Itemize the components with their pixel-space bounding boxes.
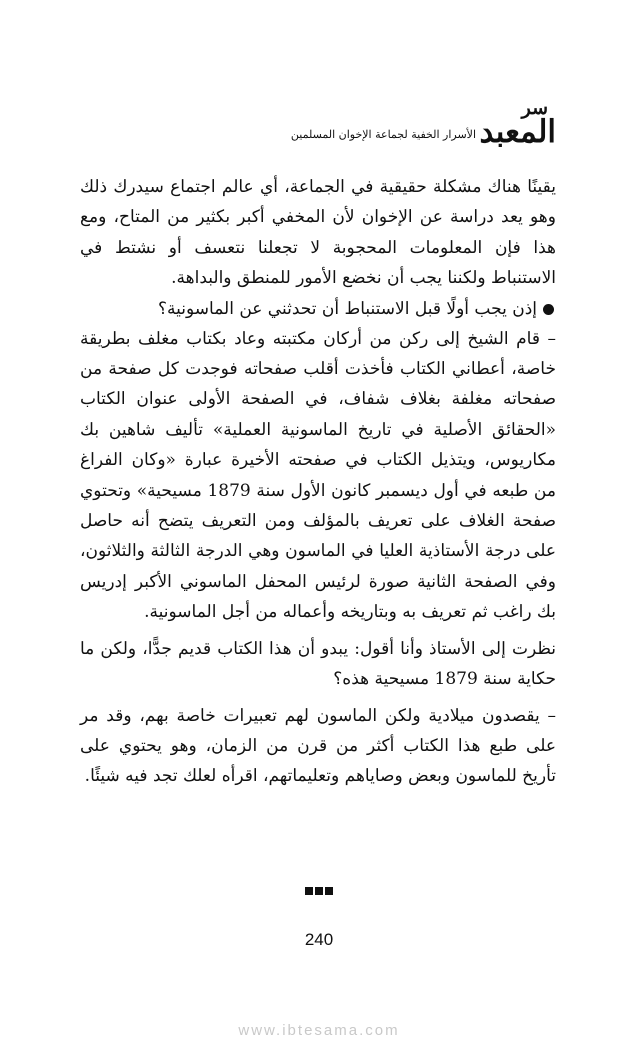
watermark-link[interactable]: www.ibtesama.com: [238, 1022, 400, 1039]
page-number: 240: [304, 930, 334, 949]
book-logo: [479, 97, 556, 152]
bullet-text: إذن يجب أولًا قبل الاستنباط أن تحدثني عن الماسونية؟: [157, 298, 537, 319]
page-body: [80, 172, 556, 792]
separator-square-icon: [315, 887, 323, 895]
separator-square-icon: [305, 887, 313, 895]
section-separator: [0, 880, 638, 894]
paragraph-3: نظرت إلى الأستاذ وأنا أقول: يبدو أن هذا الكتاب قديم جدًّا، ولكن ما حكاية سنة 1879 مسيحية هذه؟: [80, 638, 556, 690]
logo-top-word: سر: [521, 97, 548, 119]
separator-square-icon: [325, 887, 333, 895]
logo-main-word: المعبد: [479, 114, 556, 150]
bullet-question: [80, 294, 556, 324]
book-subtitle: الأسرار الخفية لجماعة الإخوان المسلمين: [290, 128, 476, 141]
running-header: [80, 98, 556, 152]
paragraph-1: يقينًا هناك مشكلة حقيقية في الجماعة، أي عالم اجتماع سيدرك ذلك وهو يعد دراسة عن الإخوان لأن المخفي أكبر بكثير من المتاح، ومع هذا فإن المعلومات المحجوبة لا تجعلنا نتعسف أو نشتط في الاستنباط ولكننا يجب أن نخضع الأمور للمنطق والبداهة.: [80, 177, 556, 289]
bullet-icon: [543, 304, 554, 315]
paragraph-4: – يقصدون ميلادية ولكن الماسون لهم تعبيرات خاصة بهم، وقد مر على طبع هذا الكتاب أكثر من قرن من الزمان، وهو يحتوي على تأريخ للماسون وبعض وصاياهم وتعليماتهم، اقرأه لعلك تجد فيه شيئًا.: [80, 705, 556, 787]
paragraph-2: – قام الشيخ إلى ركن من أركان مكتبته وعاد بكتاب مغلف بطريقة خاصة، أعطاني الكتاب فأخذت أقلب صفحاته فوجدت كل صفحة من صفحاته مغلفة بغلاف شفاف، في الصفحة الأولى عنوان الكتاب «الحقائق الأصلية في تاريخ الماسونية العملية» تأليف شاهين بك مكاريوس، ويتذيل الكتاب في صفحته الأخيرة عبارة «وكان الفراغ من طبعه في أول ديسمبر كانون الأول سنة 1879 مسيحية» وتحتوي صفحة الغلاف على تعريف بالمؤلف ومن التعريف يتضح أنه حاصل على درجة الأستاذية العليا في الماسون وهي الدرجة الثالثة والثلاثون، وفي الصفحة الثانية صورة لرئيس المحفل الماسوني الأكبر إدريس بك راغب ثم تعريف به وبتاريخه وأعماله من أجل الماسونية.: [80, 328, 556, 623]
